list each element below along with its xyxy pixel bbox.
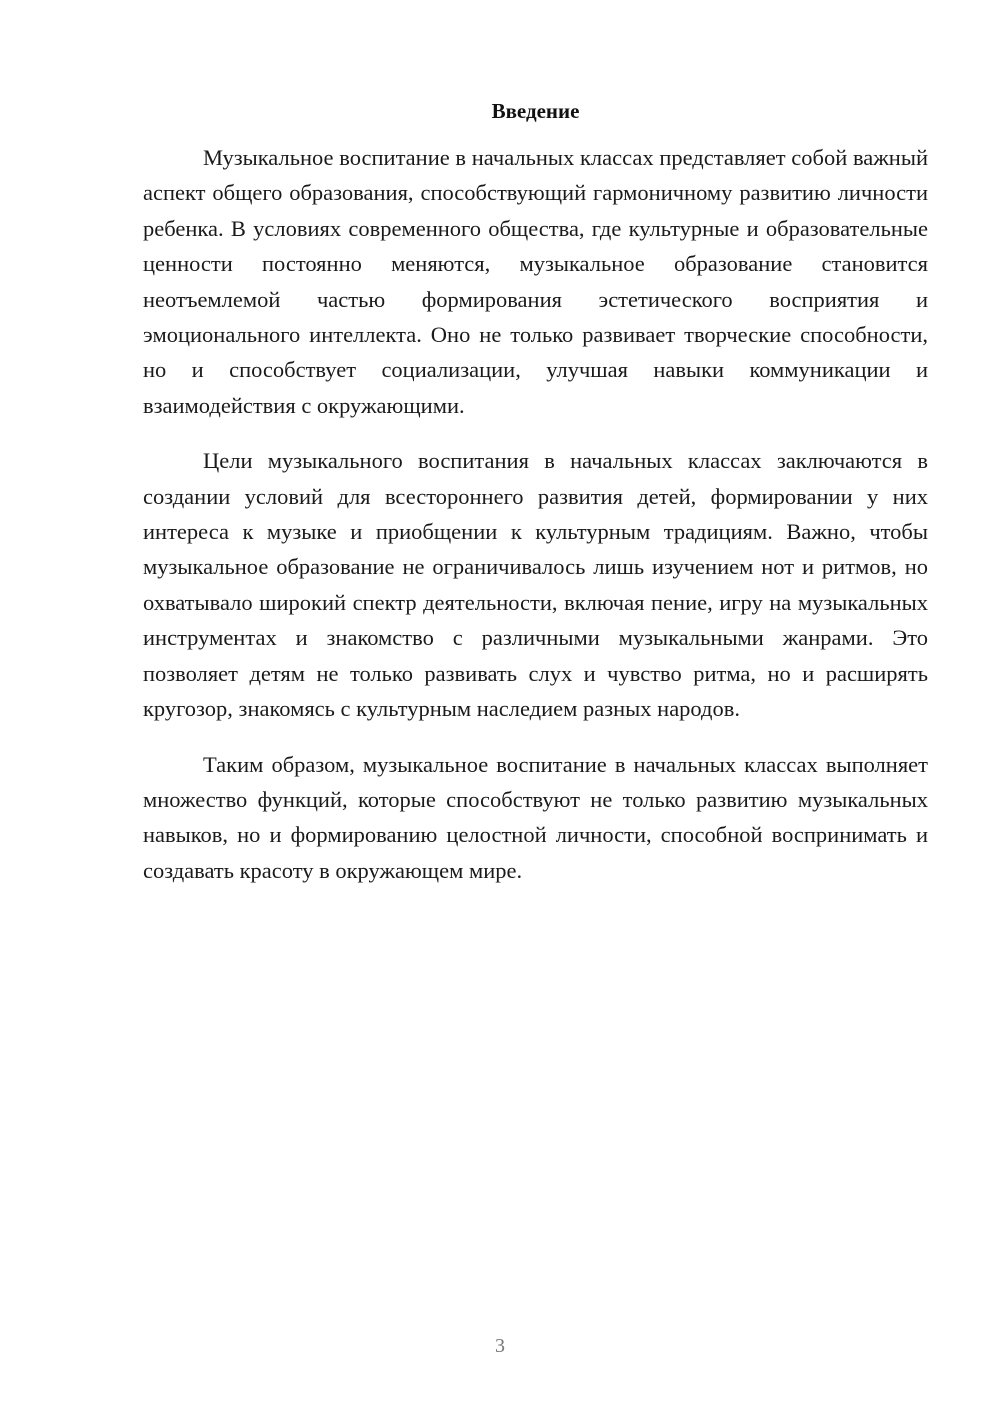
page-content bbox=[143, 96, 928, 908]
paragraph-2: Цели музыкального воспитания в начальных классах заключаются в создании условий для всестороннего развития детей, формировании у них интереса к музыке и приобщении к культурным традициям. Важно, чтобы музыкальное образование не ограничивалось лишь изучением нот и ритмов, но охватывало широкий спектр деятельности, включая пение, игру на музыкальных инструментах и знакомство с различными музыкальными жанрами. Это позволяет детям не только развивать слух и чувство ритма, но и расширять кругозор, знакомясь с культурным наследием разных народов. bbox=[143, 448, 928, 722]
page-number: 3 bbox=[495, 1335, 505, 1357]
paragraph-1: Музыкальное воспитание в начальных классах представляет собой важный аспект общего образования, способствующий гармоничному развитию личности ребенка. В условиях современного общества, где культурные и образовательные ценности постоянно меняются, музыкальное образование становится неотъемлемой частью формирования эстетического восприятия и эмоционального интеллекта. Оно не только развивает творческие способности, но и способствует социализации, улучшая навыки коммуникации и взаимодействия с окружающими. bbox=[143, 145, 928, 418]
section-heading: Введение bbox=[491, 99, 580, 123]
paragraph-3: Таким образом, музыкальное воспитание в начальных классах выполняет множество функций, которые способствуют не только развитию музыкальных навыков, но и формированию целостной личности, способной воспринимать и создавать красоту в окружающем мире. bbox=[143, 751, 928, 883]
